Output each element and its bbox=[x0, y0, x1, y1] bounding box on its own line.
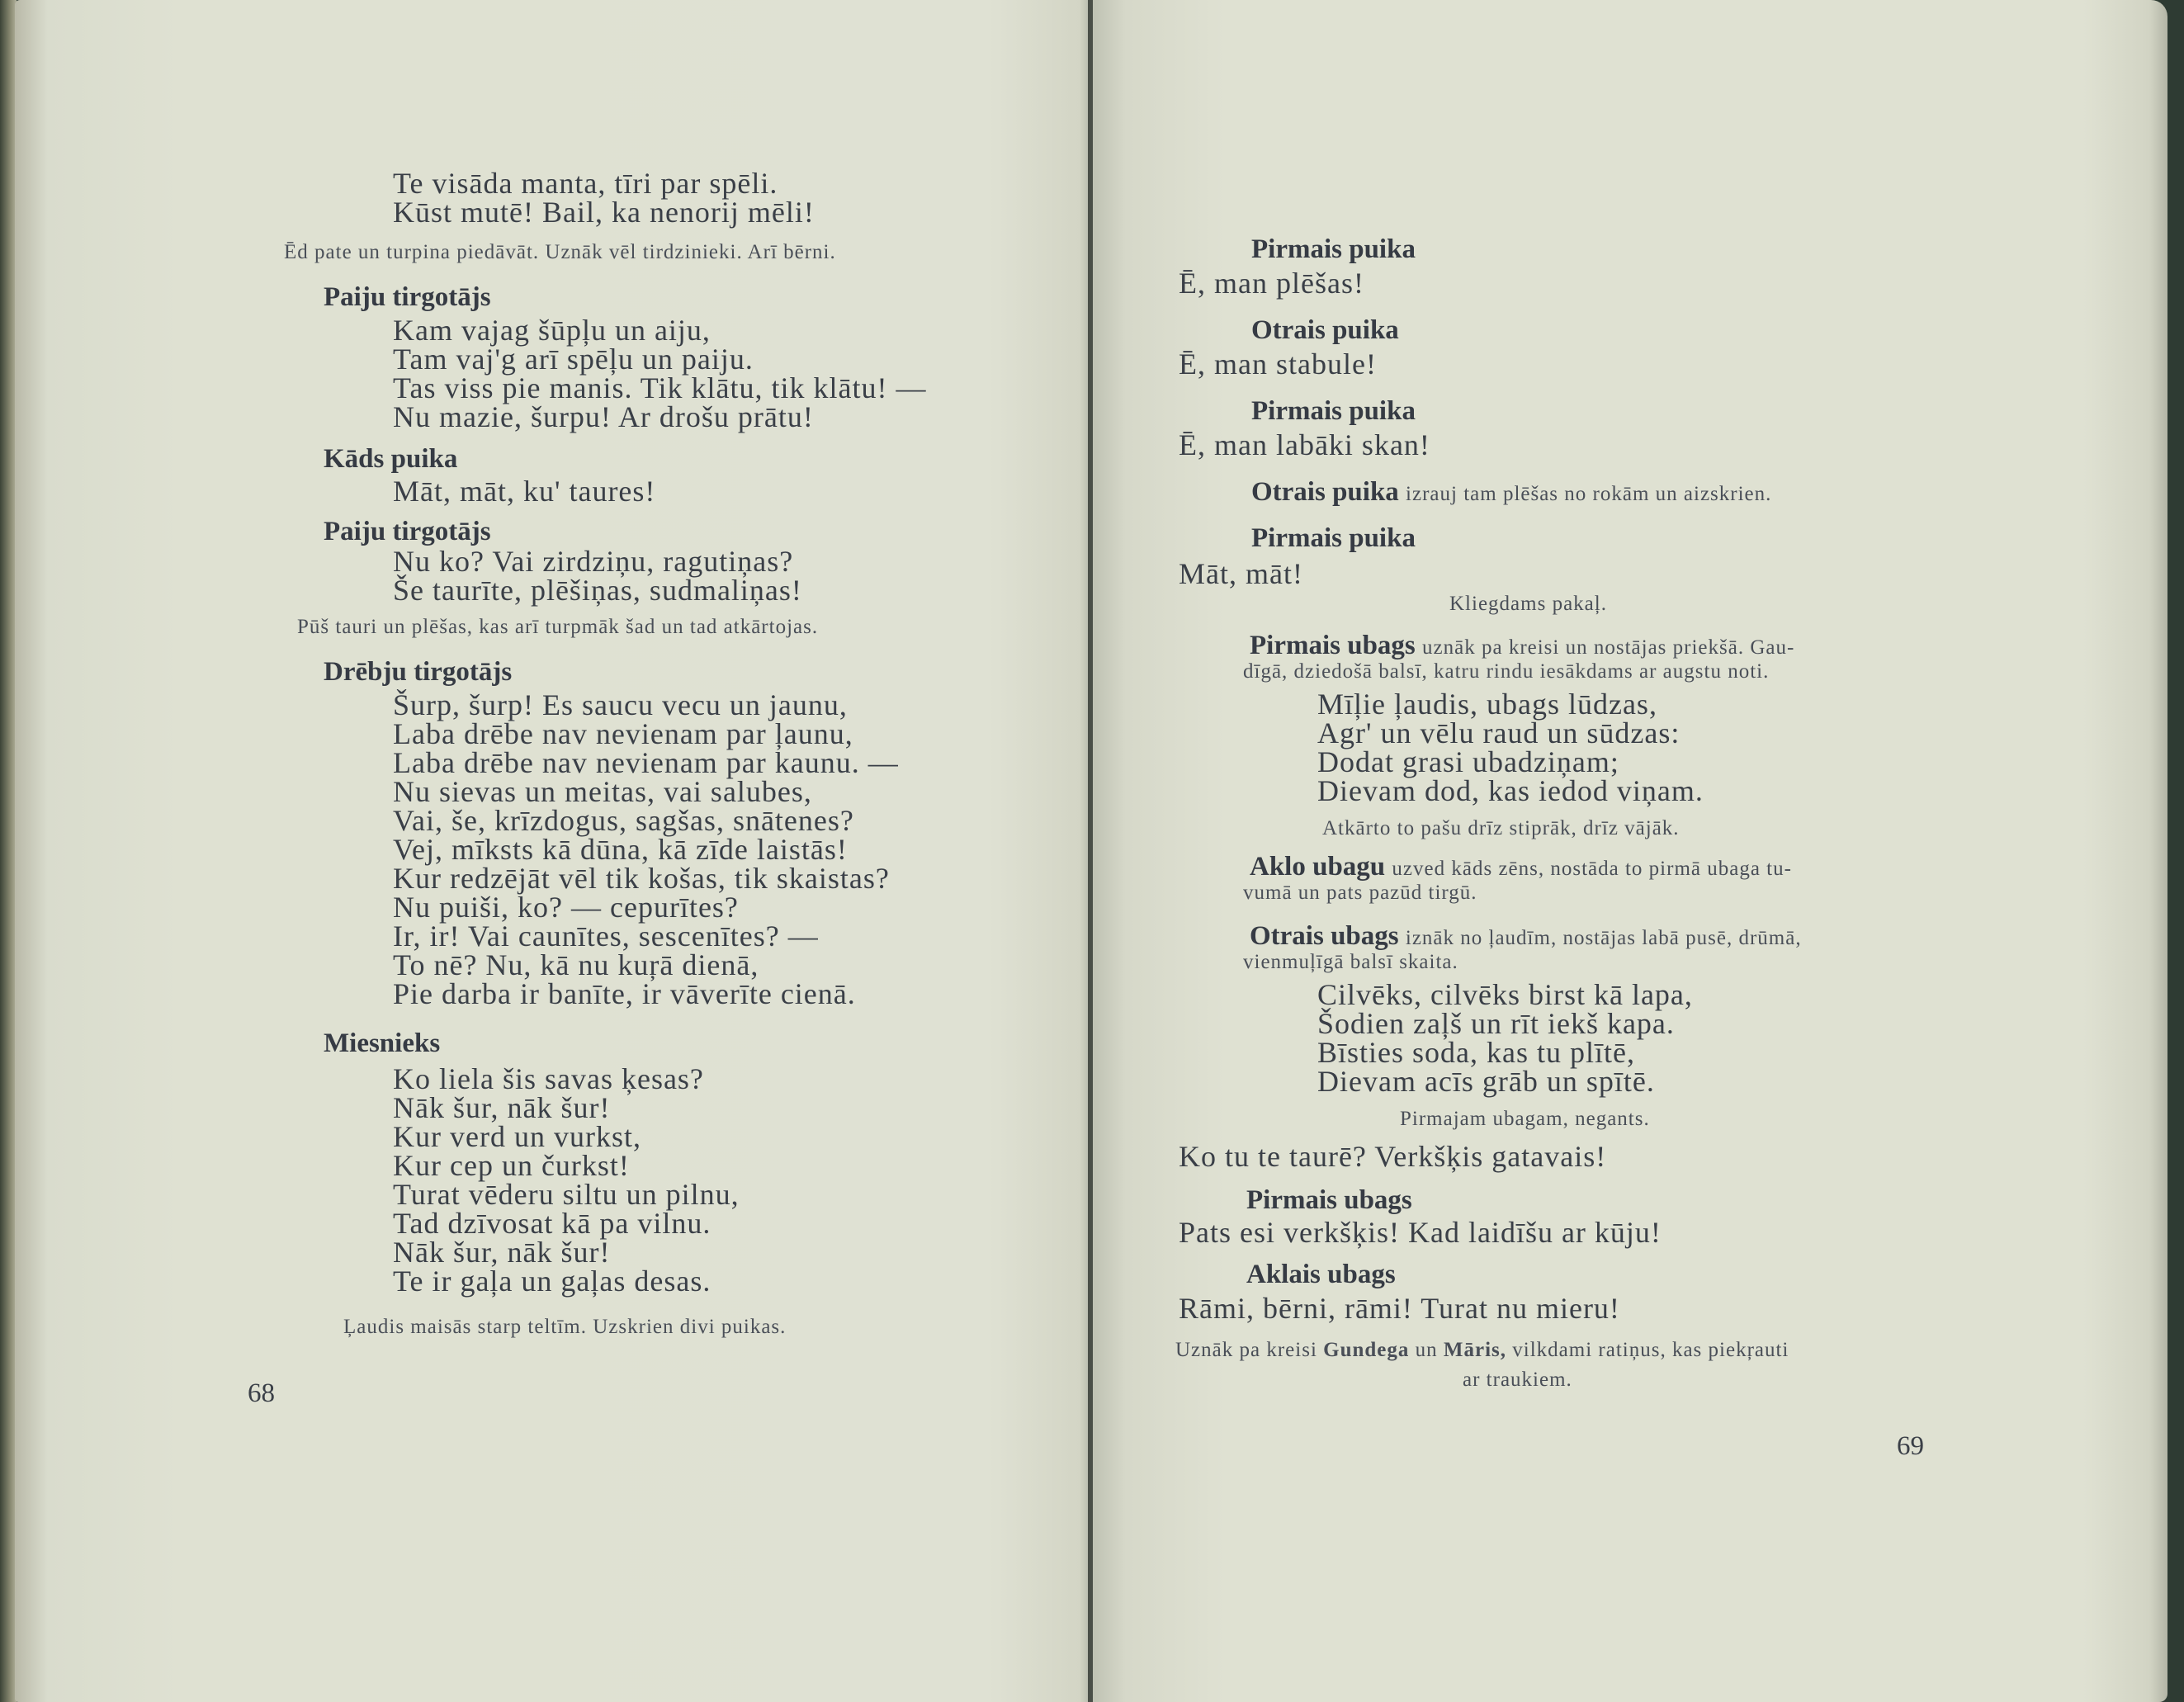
speaker-name: Otrais ubags iznāk no ļaudīm, nostājas labā pusē, drūmā, bbox=[1250, 921, 1802, 951]
speaker-name: Miesnieks bbox=[324, 1028, 441, 1058]
left-page bbox=[15, 0, 1090, 1702]
dialogue-line: Ē, man labāki skan! bbox=[1179, 428, 1430, 461]
speaker-name: Pirmais puika bbox=[1251, 523, 1416, 553]
stage-direction: dīgā, dziedošā balsī, katru rindu iesākdams ar augstu noti. bbox=[1243, 660, 1770, 683]
stage-direction: uznāk pa kreisi un nostājas priekšā. Gau- bbox=[1422, 636, 1795, 659]
verse-block: Cilvēks, cilvēks birst kā lapa, Šodien zaļš un rīt iekš kapa. Bīsties soda, kas tu plītē, Dievam acīs grāb un spītē. bbox=[1317, 978, 1693, 1098]
stage-direction: vienmuļīgā balsī skaita. bbox=[1243, 951, 1458, 973]
stage-direction: Uznāk pa kreisi Gundega un Māris, vilkdami ratiņus, kas piekŗauti bbox=[1175, 1339, 1789, 1361]
stage-direction: vumā un pats pazūd tirgū. bbox=[1243, 882, 1477, 904]
dialogue-line: Pats esi verkšķis! Kad laidīšu ar kūju! bbox=[1179, 1216, 1662, 1249]
speaker-name: Kāds puika bbox=[324, 444, 458, 474]
verse-block: Nu ko? Vai zirdziņu, ragutiņas? Še taurīte, plēšiņas, sudmaliņas! bbox=[393, 545, 802, 607]
speaker-name: Aklo ubagu uzved kāds zēns, nostāda to pirmā ubaga tu- bbox=[1250, 852, 1792, 882]
dialogue-line: Ē, man plēšas! bbox=[1179, 267, 1364, 300]
stage-direction: Ļaudis maisās starp teltīm. Uzskrien divi puikas. bbox=[343, 1316, 787, 1338]
speaker-name: Otrais puika bbox=[1251, 315, 1399, 345]
speaker-name: Pirmais puika bbox=[1251, 396, 1416, 426]
stage-direction: iznāk no ļaudīm, nostājas labā pusē, drūmā, bbox=[1405, 927, 1802, 949]
verse-block: Kam vajag šūpļu un aiju, Tam vaj'g arī spēļu un paiju. Tas viss pie manis. Tik klātu, tik klātu! — Nu mazie, šurpu! Ar drošu prātu! bbox=[393, 314, 927, 433]
verse-block: Šurp, šurp! Es saucu vecu un jaunu, Laba drēbe nav nevienam par ļaunu, Laba drēbe nav nevienam par kaunu. — Nu sievas un meitas, vai salubes, Vai, še, krīzdogus, sagšas, snātenes? Vej, mīksts kā dūna, kā zīde laistās! Kur redzējāt vēl tik košas, tik skaistas? Nu puiši, ko? — cepurītes? Ir, ir! Vai caunītes, sescenītes? — To nē? Nu, kā nu kuŗā dienā, Pie darba ir banīte, ir vāverīte cienā. bbox=[393, 688, 899, 1010]
speaker-name: Paiju tirgotājs bbox=[324, 282, 491, 312]
dialogue-line: Ē, man stabule! bbox=[1179, 347, 1377, 381]
speaker-name: Drēbju tirgotājs bbox=[324, 657, 513, 687]
dialogue-line: Māt, māt! bbox=[1179, 557, 1303, 590]
stage-direction: Kliegdams pakaļ. bbox=[1449, 593, 1607, 615]
dialogue-line: Ko tu te taurē? Verkšķis gatavais! bbox=[1179, 1140, 1607, 1173]
character-name: Gundega bbox=[1323, 1339, 1410, 1361]
character-name: Māris, bbox=[1443, 1339, 1507, 1361]
speaker-name: Pirmais ubags bbox=[1246, 1185, 1412, 1215]
verse-block: Ko liela šis savas ķesas? Nāk šur, nāk šur! Kur verd un vurkst, Kur cep un čurkst! Turat vēderu siltu un pilnu, Tad dzīvosat kā pa vilnu. Nāk šur, nāk šur! Te ir gaļa un gaļas desas. bbox=[393, 1062, 740, 1298]
speaker-name: Pirmais ubags uznāk pa kreisi un nostājas priekšā. Gau- bbox=[1250, 631, 1795, 660]
dialogue-line: Rāmi, bērni, rāmi! Turat nu mieru! bbox=[1179, 1292, 1620, 1325]
stage-direction: Atkārto to pašu drīz stiprāk, drīz vājāk. bbox=[1322, 817, 1680, 839]
speaker-name: Pirmais puika bbox=[1251, 234, 1416, 264]
stage-direction: izrauj tam plēšas no rokām un aizskrien. bbox=[1406, 483, 1772, 505]
speaker-name: Paiju tirgotājs bbox=[324, 517, 491, 546]
verse-block: Māt, māt, ku' taures! bbox=[393, 475, 656, 508]
verse-block: Mīļie ļaudis, ubags lūdzas, Agr' un vēlu raud un sūdzas: Dodat grasi ubadziņam; Dievam dod, kas iedod viņam. bbox=[1317, 688, 1704, 807]
page-number: 68 bbox=[248, 1378, 275, 1408]
speaker-name: Aklais ubags bbox=[1246, 1260, 1396, 1289]
stage-direction: Ēd pate un turpina piedāvāt. Uznāk vēl tirdzinieki. Arī bērni. bbox=[284, 241, 836, 263]
right-page bbox=[1093, 0, 2167, 1702]
intro-verse: Te visāda manta, tīri par spēli. Kūst mutē! Bail, ka nenorij mēli! bbox=[393, 167, 815, 229]
stage-direction: Pūš tauri un plēšas, kas arī turpmāk šad un tad atkārtojas. bbox=[297, 616, 819, 638]
stage-direction: ar traukiem. bbox=[1463, 1369, 1572, 1391]
stage-direction: uzved kāds zēns, nostāda to pirmā ubaga tu- bbox=[1392, 858, 1792, 880]
book-binding bbox=[0, 0, 17, 1702]
speaker-name: Otrais puika izrauj tam plēšas no rokām un aizskrien. bbox=[1251, 477, 1772, 507]
page-number: 69 bbox=[1897, 1431, 1924, 1461]
stage-direction: Pirmajam ubagam, negants. bbox=[1400, 1108, 1650, 1130]
